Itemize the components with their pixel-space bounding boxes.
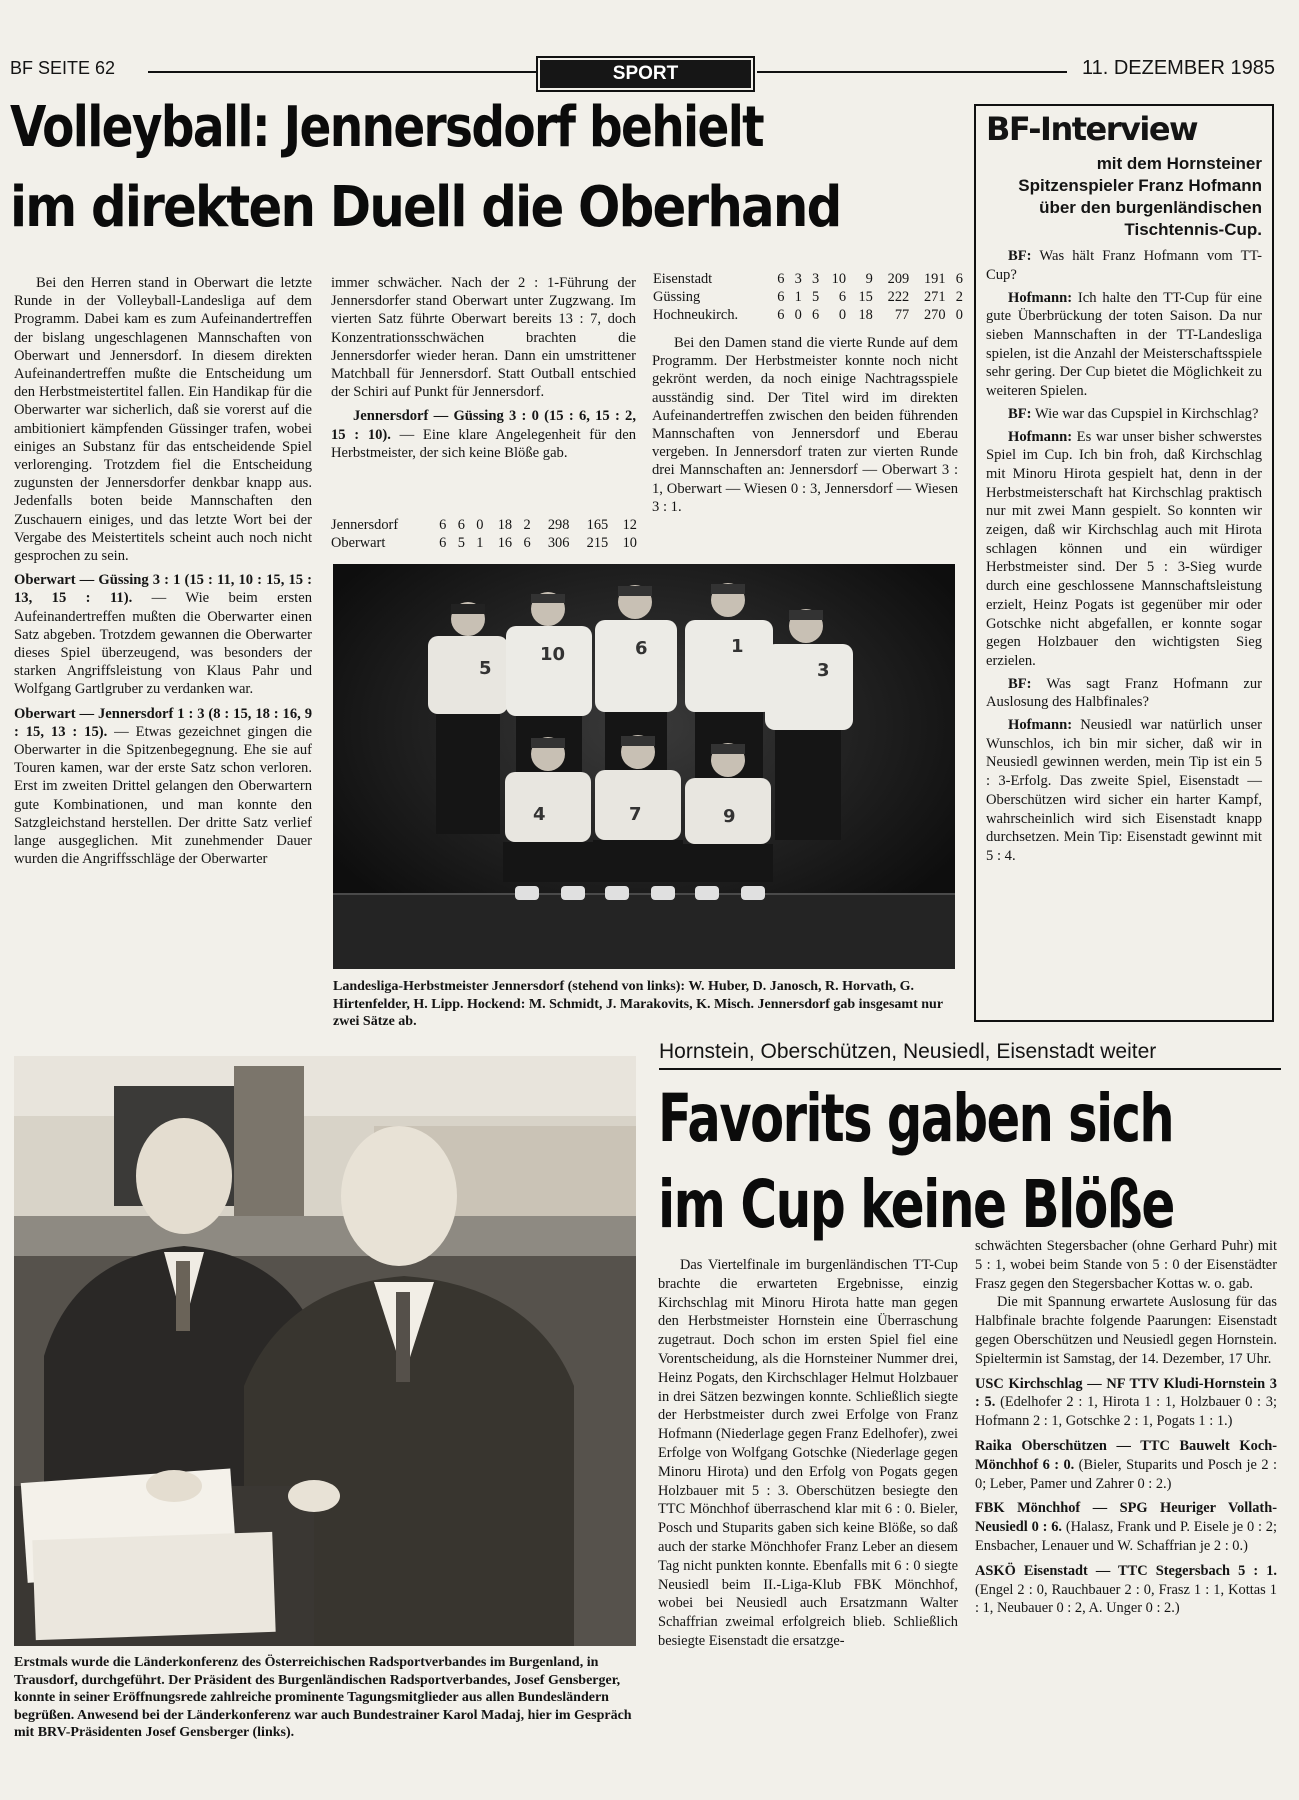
result-text: (Engel 2 : 0, Rauchbauer 2 : 0, Frasz 1 : 1, Kottas 1 : 1, Neubauer 0 : 2, A. Unger 0 : 2.) bbox=[975, 1581, 1277, 1617]
table-cell: 2 bbox=[955, 289, 963, 305]
conference-photo-image bbox=[14, 1056, 636, 1646]
interview-title: BF-Interview bbox=[986, 110, 1198, 148]
team-name: Eisenstadt bbox=[653, 271, 713, 287]
article1-column-1 bbox=[14, 274, 312, 869]
header-rule-left bbox=[148, 71, 538, 73]
result-text: (Bieler, Stuparits und Posch je 2 : 0; Leber, Pamer und Zahrer 0 : 2.) bbox=[975, 1456, 1277, 1492]
table-cell: 5 bbox=[457, 535, 465, 551]
entry-text: Was sagt Franz Hofmann zur Auslosung des Halbfinales? bbox=[986, 675, 1262, 711]
result-text: — Wie beim ersten Aufeinandertreffen mußten die Oberwarter einen Satz abgeben. Trotzdem gewannen die Oberwarter dieses Spiel überzeugend, was besonders der starken Angriffsleistung von Klaus Pahr und Wolfgang Gartlgruber zu verdanken war. bbox=[14, 590, 312, 698]
cup-result bbox=[975, 1437, 1277, 1493]
table-cell: 9 bbox=[865, 271, 873, 287]
table-cell: 6 bbox=[439, 517, 447, 533]
interview-subtitle: mit dem Hornsteiner Spitzenspieler Franz Hofmann über den burgenländischen Tischtennis-Cup. bbox=[1018, 154, 1262, 240]
table-cell: 270 bbox=[923, 307, 946, 323]
table-cell: 3 bbox=[811, 271, 820, 287]
interview-body bbox=[986, 247, 1262, 866]
cup-result bbox=[975, 1499, 1277, 1555]
result-heading: USC Kirchschlag — NF TTV Kludi-Hornstein 3 : 5. bbox=[975, 1375, 1277, 1411]
entry-text: Was hält Franz Hofmann vom TT-Cup? bbox=[986, 248, 1262, 283]
team-name: Hochneukirch. bbox=[653, 307, 739, 323]
team-name: Oberwart bbox=[331, 535, 386, 551]
table-cell: 18 bbox=[858, 307, 873, 323]
table-cell: 15 bbox=[858, 289, 873, 305]
conference-photo-caption: Erstmals wurde die Länderkonferenz des Österreichischen Radsportverbandes im Burgenland, in Trausdorf, durchgeführt. Der Präsident des Burgenländischen Radsportverbandes, Josef Gensberger, konnte in seiner Eröffnungsrede zahlreiche prominente Tagungsmitglieder aus allen Bundesländern begrüßen. Anwesend bei der Länderkonferenz war auch Bundestrainer Karol Madaj, hier im Gespräch mit BRV-Präsidenten Josef Gensberger (links). bbox=[14, 1655, 632, 1740]
speaker: Hofmann: bbox=[1008, 289, 1073, 306]
table-cell: 222 bbox=[887, 289, 910, 305]
speaker: Hofmann: bbox=[1008, 717, 1073, 734]
speaker: BF: bbox=[1008, 248, 1032, 265]
speaker: BF: bbox=[1008, 675, 1032, 692]
table-cell: 165 bbox=[586, 517, 609, 533]
speaker: BF: bbox=[1008, 405, 1032, 422]
table-cell: 6 bbox=[439, 535, 447, 551]
page-number: BF SEITE 62 bbox=[10, 58, 116, 78]
article1-column-2 bbox=[331, 274, 636, 462]
entry-text: Es war unser bisher schwerstes Spiel im Cup. Ich bin froh, daß Kirchschlag mit Minoru Hirota gespielt hat, denn in der Herbstmeisterschaft hat Kirchschlag praktisch nur mit zwei Mann gespielt. So konnten wir zeigen, daß wir Kirchschlag auch mit Hirota schlagen können und ein würdiger Herbstmeister sind. Der 5 : 3-Sieg wurde durch eine geschlossene Mannschaftsleistung erzielt, Heinz Pogats ist gegenüber mir oder Gotschke nicht abgefallen, er konnte sogar gegen Holzbauer den wichtigsten Sieg erzielen. bbox=[986, 428, 1262, 669]
interview-entry bbox=[986, 247, 1262, 284]
article2-column-1 bbox=[658, 1256, 958, 1651]
interview-entry bbox=[986, 716, 1262, 866]
table-cell: 6 bbox=[457, 517, 465, 533]
interview-entry bbox=[986, 405, 1262, 424]
result-jennersdorf-guessing bbox=[331, 407, 636, 462]
table-cell: 271 bbox=[923, 289, 946, 305]
jersey-number: 1 bbox=[731, 636, 744, 657]
table-cell: 77 bbox=[894, 307, 910, 323]
result-heading: Oberwart — Güssing 3 : 1 (15 : 11, 10 : 15, 15 : 13, 15 : 11). bbox=[14, 572, 312, 607]
table-cell: 1 bbox=[476, 535, 484, 551]
table-cell: 16 bbox=[497, 535, 513, 551]
table-cell: 0 bbox=[476, 517, 484, 533]
article2-paragraph: Das Viertelfinale im burgenländischen TT-Cup brachte die erwarteten Ergebnisse, einzig Kirchschlag mit Minoru Hirota hatte man gegen den Herbstmeister Hornstein eine Überraschung zugetraut. Doch schon im ersten Spiel fiel eine Vorentscheidung, als die Hornsteiner Nummer drei, Heinz Pogats, den Kirchschlager Helmut Holzbauer in drei Sätzen bezwingen konnte. Schließlich siegte der Herbstmeister durch zwei Erfolge von Franz Hofmann (Niederlage gegen Franz Edelhofer), zwei Erfolge von Wolfgang Gotschke (Niederlage gegen Minoru Hirota) und den Erfolg von Pogats gegen Holzbauer mit 5 : 3. Oberschützen besiegte den TTC Mönchhof überraschend klar mit 6 : 0. Bieler, Posch und Stuparits gaben sich keine Blöße, so daß auch der starke Mönchhofer Franz Leber an diesem Tag nicht punkten konnte. Ebenfalls mit 6 : 0 siegte Neusiedl beim II.-Liga-Klub FBK Mönchhof, wobei bei Neusiedl auch Ersatzmann Walter Schaffrian zweimal erfolgreich blieb. Schließlich besiegte Eisenstadt die ersatzge- bbox=[658, 1257, 958, 1649]
table-row bbox=[328, 534, 640, 552]
interview-entry bbox=[986, 675, 1262, 712]
table-cell: 6 bbox=[777, 271, 785, 287]
player-standing bbox=[428, 602, 508, 834]
interview-box bbox=[974, 104, 1274, 1022]
article1-paragraph: immer schwächer. Nach der 2 : 1-Führung der Jennersdorfer stand Oberwart unter Zugzwang. Im vierten Satz führte Oberwart bereits 13 : 7, doch Konzentrationsschwächen brachten die Jennersdorfer wieder heran. Dann ein umstrittener Matchball für Jennersdorf. Statt Outball entschied der Schiri auf Punkt für Jennersdorf. bbox=[331, 275, 636, 401]
table-cell: 6 bbox=[838, 289, 847, 305]
table-cell: 0 bbox=[794, 307, 802, 323]
team-photo-caption: Landesliga-Herbstmeister Jennersdorf (stehend von links): W. Huber, D. Janosch, R. Horvath, G. Hirtenfelder, H. Lipp. Hockend: M. Schmidt, J. Marakovits, K. Misch. Jennersdorf gab insgesamt nur zwei Sätze ab. bbox=[333, 979, 943, 1029]
entry-text: Wie war das Cupspiel in Kirchschlag? bbox=[1031, 405, 1259, 422]
result-heading: Jennersdorf — Güssing 3 : 0 (15 : 6, 15 : 2, 15 : 10). bbox=[331, 408, 636, 443]
table-cell: 5 bbox=[811, 289, 820, 305]
cup-result bbox=[975, 1562, 1277, 1618]
speaker: Hofmann: bbox=[1008, 428, 1073, 445]
interview-entry bbox=[986, 289, 1262, 401]
table-cell: 6 bbox=[523, 535, 531, 551]
entry-text: Ich halte den TT-Cup für eine gute Überbrückung der toten Saison. Da nur sieben Mannschaften in der TT-Landesliga spielen, ist die Anzahl der Meisterschaftsspiele sehr gering. Der Cup bietet die Möglichkeit zu weiteren Spielen. bbox=[986, 289, 1262, 400]
team-name: Güssing bbox=[653, 289, 701, 305]
result-text: — Etwas gezeichnet gingen die Oberwarter in die Spitzenbegegnung. Ehe sie auf Touren kamen, war der erste Satz schon verloren. Erst im zweiten Drittel gelangen den Oberwartern gute Kombinationen, und man konnte den Satzgleichstand herstellen. Der dritte Satz verlief lange ausgeglichen. Mit zunehmender Dauer wurden die Angriffsschläge der Oberwarter bbox=[14, 723, 312, 868]
conference-photo bbox=[14, 1056, 636, 1646]
jersey-number: 6 bbox=[635, 638, 648, 659]
header-rule-right bbox=[757, 71, 1067, 73]
table-cell: 191 bbox=[923, 271, 946, 287]
standings-table-part-2 bbox=[650, 270, 966, 324]
team-photo-image bbox=[333, 564, 955, 969]
headline-line-2: im direkten Duell die Oberhand bbox=[10, 175, 841, 240]
jersey-number: 7 bbox=[629, 804, 642, 825]
standings-table-part-1 bbox=[328, 516, 640, 552]
table-cell: 3 bbox=[794, 271, 802, 287]
result-text: (Halasz, Frank und P. Eisele je 0 : 2; Ensbacher, Lenauer und W. Schaffrian je 2 : 0.) bbox=[975, 1519, 1277, 1554]
table-cell: 10 bbox=[622, 535, 637, 551]
team-name: Jennersdorf bbox=[331, 517, 399, 533]
article2-kicker: Hornstein, Oberschützen, Neusiedl, Eisenstadt weiter bbox=[659, 1040, 1281, 1070]
article2-column-2 bbox=[975, 1237, 1277, 1618]
article1-column-3 bbox=[652, 334, 958, 516]
table-cell: 12 bbox=[622, 517, 637, 533]
article1-paragraph: Bei den Damen stand die vierte Runde auf dem Programm. Der Herbstmeister konnte noch nicht gekrönt werden, da noch einige Nachtragsspiele ausständig sind. Der Titel wird im direkten Aufeinandertreffen zwischen den beiden führenden Mannschaften von Jennersdorf und Eberau vergeben. In Jennersdorf traten zur vierten Runde drei Mannschaften an: Jennersdorf — Oberwart 3 : 1, Oberwart — Wiesen 0 : 3, Jennersdorf — Wiesen 3 : 1. bbox=[652, 335, 958, 515]
article2-paragraph: Die mit Spannung erwartete Auslosung für das Halbfinale brachte folgende Paarungen: Eisenstadt gegen Oberschützen und Neusiedl gegen Hornstein. Spieltermin ist Samstag, der 14. Dezember, 17 Uhr. bbox=[975, 1294, 1277, 1367]
table-cell: 1 bbox=[794, 289, 802, 305]
team-photo bbox=[333, 564, 955, 969]
table-row bbox=[650, 306, 966, 324]
interview-entry bbox=[986, 428, 1262, 671]
result-heading: Raika Oberschützen — TTC Bauwelt Koch-Mönchhof 6 : 0. bbox=[975, 1437, 1277, 1473]
article2-paragraph: schwächten Stegersbacher (ohne Gerhard Puhr) mit 5 : 1, wobei beim Stande von 5 : 0 der Eisenstädter Frasz gegen den Stegersbacher Kottas w. o. gab. bbox=[975, 1238, 1277, 1292]
table-row bbox=[650, 270, 966, 288]
result-heading: ASKÖ Eisenstadt — TTC Stegersbach 5 : 1. bbox=[975, 1562, 1277, 1579]
result-text: (Edelhofer 2 : 1, Hirota 1 : 1, Holzbauer 0 : 3; Hofmann 2 : 1, Gotschke 2 : 1, Pogats 1 : 1.) bbox=[975, 1394, 1277, 1430]
issue-date: 11. DEZEMBER 1985 bbox=[1081, 57, 1275, 79]
table-cell: 0 bbox=[838, 307, 847, 323]
jersey-number: 5 bbox=[479, 658, 492, 679]
jersey-number: 10 bbox=[540, 644, 566, 665]
jersey-number: 9 bbox=[723, 806, 736, 827]
table-cell: 209 bbox=[887, 271, 910, 287]
article2-headline-line-2: im Cup keine Blöße bbox=[658, 1166, 1174, 1243]
table-cell: 18 bbox=[497, 517, 513, 533]
cup-result bbox=[975, 1375, 1277, 1431]
entry-text: Neusiedl war natürlich unser Wunschlos, ich bin mir sicher, daß wir in Neusiedl gewinnen werden, mein Tip ist ein 5 : 3-Erfolg. Das zweite Spiel, Eisenstadt — Oberschützen wird sicher ein harter Kampf, wahrscheinlich wird sich Eisenstadt knapp durchsetzen. Mein Tip: Eisenstadt gewinnt mit 5 : 4. bbox=[986, 717, 1262, 864]
table-row bbox=[650, 288, 966, 306]
table-cell: 6 bbox=[811, 307, 820, 323]
table-cell: 6 bbox=[955, 271, 963, 287]
headline-line-1: Volleyball: Jennersdorf behielt bbox=[10, 95, 763, 160]
table-cell: 215 bbox=[586, 535, 609, 551]
result-text: — Eine klare Angelegenheit für den Herbstmeister, der sich keine Blöße gab. bbox=[331, 426, 636, 461]
table-cell: 298 bbox=[547, 517, 570, 533]
section-label: SPORT bbox=[538, 58, 753, 90]
table-cell: 0 bbox=[955, 307, 963, 323]
table-row bbox=[328, 516, 640, 534]
result-oberwart-guessing bbox=[14, 571, 312, 698]
jersey-number: 4 bbox=[533, 804, 546, 825]
result-heading: Oberwart — Jennersdorf 1 : 3 (8 : 15, 18 : 16, 9 : 15, 13 : 15). bbox=[14, 705, 312, 740]
article1-paragraph: Bei den Herren stand in Oberwart die letzte Runde in der Volleyball-Landesliga auf dem Programm. Dabei kam es zum Aufeinandertreffen der bislang ungeschlagenen Mannschaften von Oberwart und Jennersdorf. In diesem direkten Aufeinandertreffen mußte die Entscheidung um den Herbstmeistertitel fallen. Ein Handikap für die Oberwarter war sicherlich, daß sie vorerst auf die ambitioniert kämpfenden Güssinger trafen, wobei einiges an Substanz für das entscheidende Spiel verlorenging. Trotzdem fiel die Entscheidung zugunsten der Jennersdorfer denkbar knapp aus. Jedenfalls boten beide Mannschaften den Zuschauern einiges, und das letzte Wort bei der Vergabe des Meistertitels scheint auch noch nicht gesprochen zu sein. bbox=[14, 275, 312, 565]
result-oberwart-jennersdorf bbox=[14, 705, 312, 869]
table-cell: 6 bbox=[777, 289, 785, 305]
table-cell: 2 bbox=[523, 517, 531, 533]
table-cell: 10 bbox=[831, 271, 847, 287]
article2-headline-line-1: Favorits gaben sich bbox=[658, 1080, 1174, 1157]
table-cell: 306 bbox=[547, 535, 570, 551]
jersey-number: 3 bbox=[817, 660, 830, 681]
table-cell: 6 bbox=[777, 307, 785, 323]
result-heading: FBK Mönchhof — SPG Heuriger Vollath-Neusiedl 0 : 6. bbox=[975, 1500, 1277, 1536]
